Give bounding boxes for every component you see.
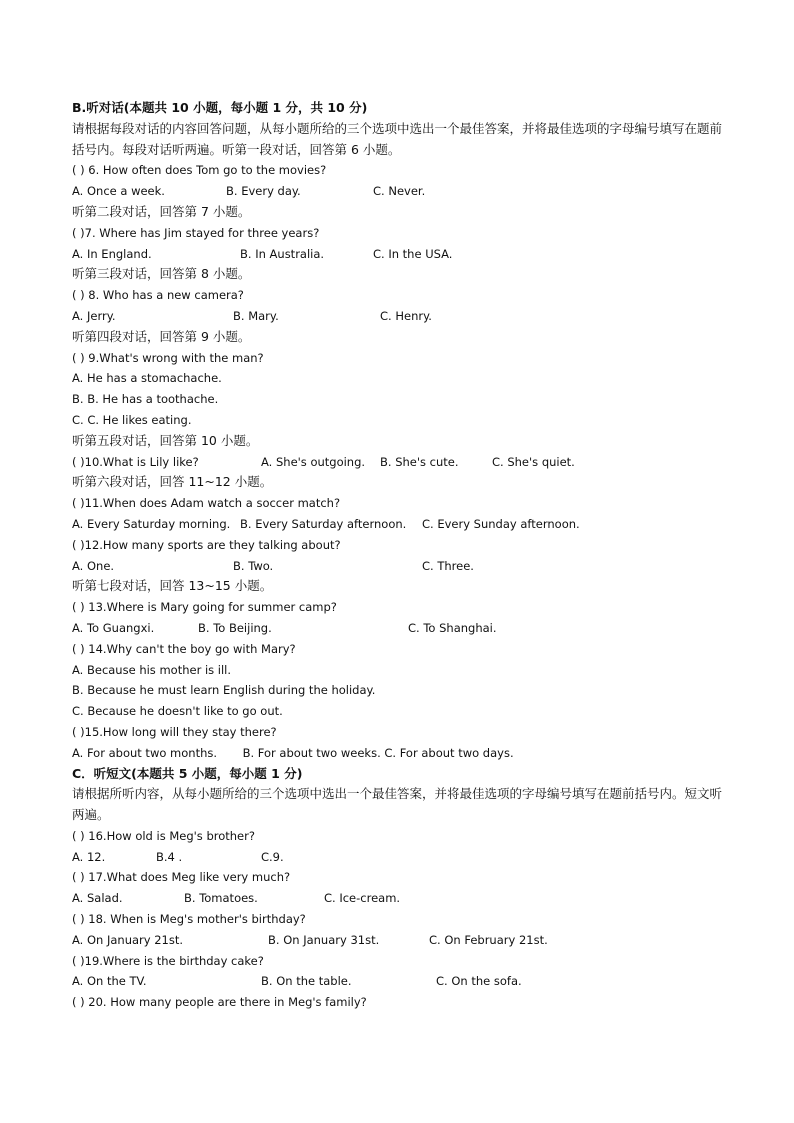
question-8: ( ) 8. Who has a new camera?	[72, 288, 244, 303]
options-6	[72, 181, 732, 202]
options-12	[72, 556, 732, 577]
options-16	[72, 847, 732, 868]
option-b: B. Every day.	[226, 184, 301, 199]
options-7	[72, 244, 732, 265]
option-c: C. On the sofa.	[436, 974, 522, 989]
options-17	[72, 888, 732, 909]
question-12: ( )12.How many sports are they talking about?	[72, 537, 341, 552]
option-b: B. Two.	[233, 558, 274, 573]
question-9: ( ) 9.What's wrong with the man?	[72, 350, 264, 365]
option-c: C. Ice-cream.	[324, 891, 401, 906]
option-b: B. Mary.	[233, 308, 279, 323]
option-a: A. Every Saturday morning.	[72, 516, 231, 531]
option-b: B. On the table.	[261, 974, 352, 989]
question-14: ( ) 14.Why can't the boy go with Mary?	[72, 641, 296, 656]
option-a: A. 12.	[72, 849, 106, 864]
option-c: C. Three.	[422, 558, 474, 573]
exam-page	[72, 98, 732, 1013]
options-19	[72, 971, 732, 992]
option-b: B. To Beijing.	[198, 620, 272, 635]
options-18	[72, 930, 732, 951]
option-a: A. Salad.	[72, 891, 123, 906]
option-b: B. Every Saturday afternoon.	[240, 516, 407, 531]
option-9b: B. B. He has a toothache.	[72, 392, 219, 407]
option-a: A. On the TV.	[72, 974, 147, 989]
option-c: C. On February 21st.	[429, 932, 548, 947]
option-c: C. To Shanghai.	[408, 620, 497, 635]
dialog-3-label: 听第三段对话，回答第 8 小题。	[72, 266, 251, 282]
option-a: A. On January 21st.	[72, 932, 184, 947]
question-16: ( ) 16.How old is Meg's brother?	[72, 828, 255, 843]
option-9c: C. C. He likes eating.	[72, 412, 192, 427]
question-11: ( )11.When does Adam watch a soccer match?	[72, 496, 341, 511]
option-c: C. In the USA.	[373, 246, 453, 261]
option-c: C. She's quiet.	[492, 454, 575, 469]
option-b: B. She's cute.	[380, 454, 459, 469]
option-a: A. One.	[72, 558, 115, 573]
question-6: ( ) 6. How often does Tom go to the movies?	[72, 163, 327, 178]
dialog-4-label: 听第四段对话，回答第 9 小题。	[72, 328, 251, 344]
question-10: ( )10.What is Lily like?	[72, 454, 199, 469]
option-a: A. Jerry.	[72, 308, 116, 323]
dialog-5-label: 听第五段对话，回答第 10 小题。	[72, 432, 259, 448]
option-a: A. Once a week.	[72, 184, 165, 199]
section-b-instructions: 请根据每段对话的内容回答问题，从每小题所给的三个选项中选出一个最佳答案，并将最佳选项的字母编号填写在题前括号内。每段对话听两遍。听第一段对话，回答第 6 小题。	[72, 120, 723, 157]
option-b: B. On January 31st.	[268, 932, 380, 947]
question-17: ( ) 17.What does Meg like very much?	[72, 870, 291, 885]
question-7: ( )7. Where has Jim stayed for three years?	[72, 225, 320, 240]
question-15: ( )15.How long will they stay there?	[72, 724, 277, 739]
section-b-heading: B.听对话(本题共 10 小题，每小题 1 分，共 10 分)	[72, 100, 368, 115]
option-c: C. Every Sunday afternoon.	[422, 516, 580, 531]
option-a: A. To Guangxi.	[72, 620, 155, 635]
option-c: C.9.	[261, 849, 284, 864]
option-c: C. Henry.	[380, 308, 432, 323]
option-b: B. Tomatoes.	[184, 891, 258, 906]
options-8	[72, 306, 732, 327]
dialog-2-label: 听第二段对话，回答第 7 小题。	[72, 203, 251, 219]
section-c-heading: C．听短文(本题共 5 小题，每小题 1 分)	[72, 765, 303, 781]
options-11	[72, 514, 732, 535]
option-b: B.4 .	[156, 849, 183, 864]
dialog-7-label: 听第七段对话，回答 13~15 小题。	[72, 578, 273, 594]
option-b: B. In Australia.	[240, 246, 325, 261]
question-19: ( )19.Where is the birthday cake?	[72, 953, 264, 968]
option-a: A. She's outgoing.	[261, 454, 366, 469]
question-20: ( ) 20. How many people are there in Meg's family?	[72, 995, 367, 1010]
option-14b: B. Because he must learn English during the holiday.	[72, 683, 376, 698]
option-c: C. Never.	[373, 184, 426, 199]
option-9a: A. He has a stomachache.	[72, 371, 222, 386]
dialog-6-label: 听第六段对话，回答 11~12 小题。	[72, 474, 273, 490]
section-c-instructions: 请根据所听内容，从每小题所给的三个选项中选出一个最佳答案，并将最佳选项的字母编号填写在题前括号内。短文听两遍。	[72, 786, 723, 823]
question-18: ( ) 18. When is Meg's mother's birthday?	[72, 912, 306, 927]
options-15: A. For about two months. B. For about two weeks. C. For about two days.	[72, 745, 514, 760]
question-13: ( ) 13.Where is Mary going for summer camp?	[72, 600, 337, 615]
option-14a: A. Because his mother is ill.	[72, 662, 232, 677]
option-a: A. In England.	[72, 246, 152, 261]
options-13	[72, 618, 732, 639]
option-14c: C. Because he doesn't like to go out.	[72, 704, 283, 719]
question-10-row	[72, 452, 732, 473]
